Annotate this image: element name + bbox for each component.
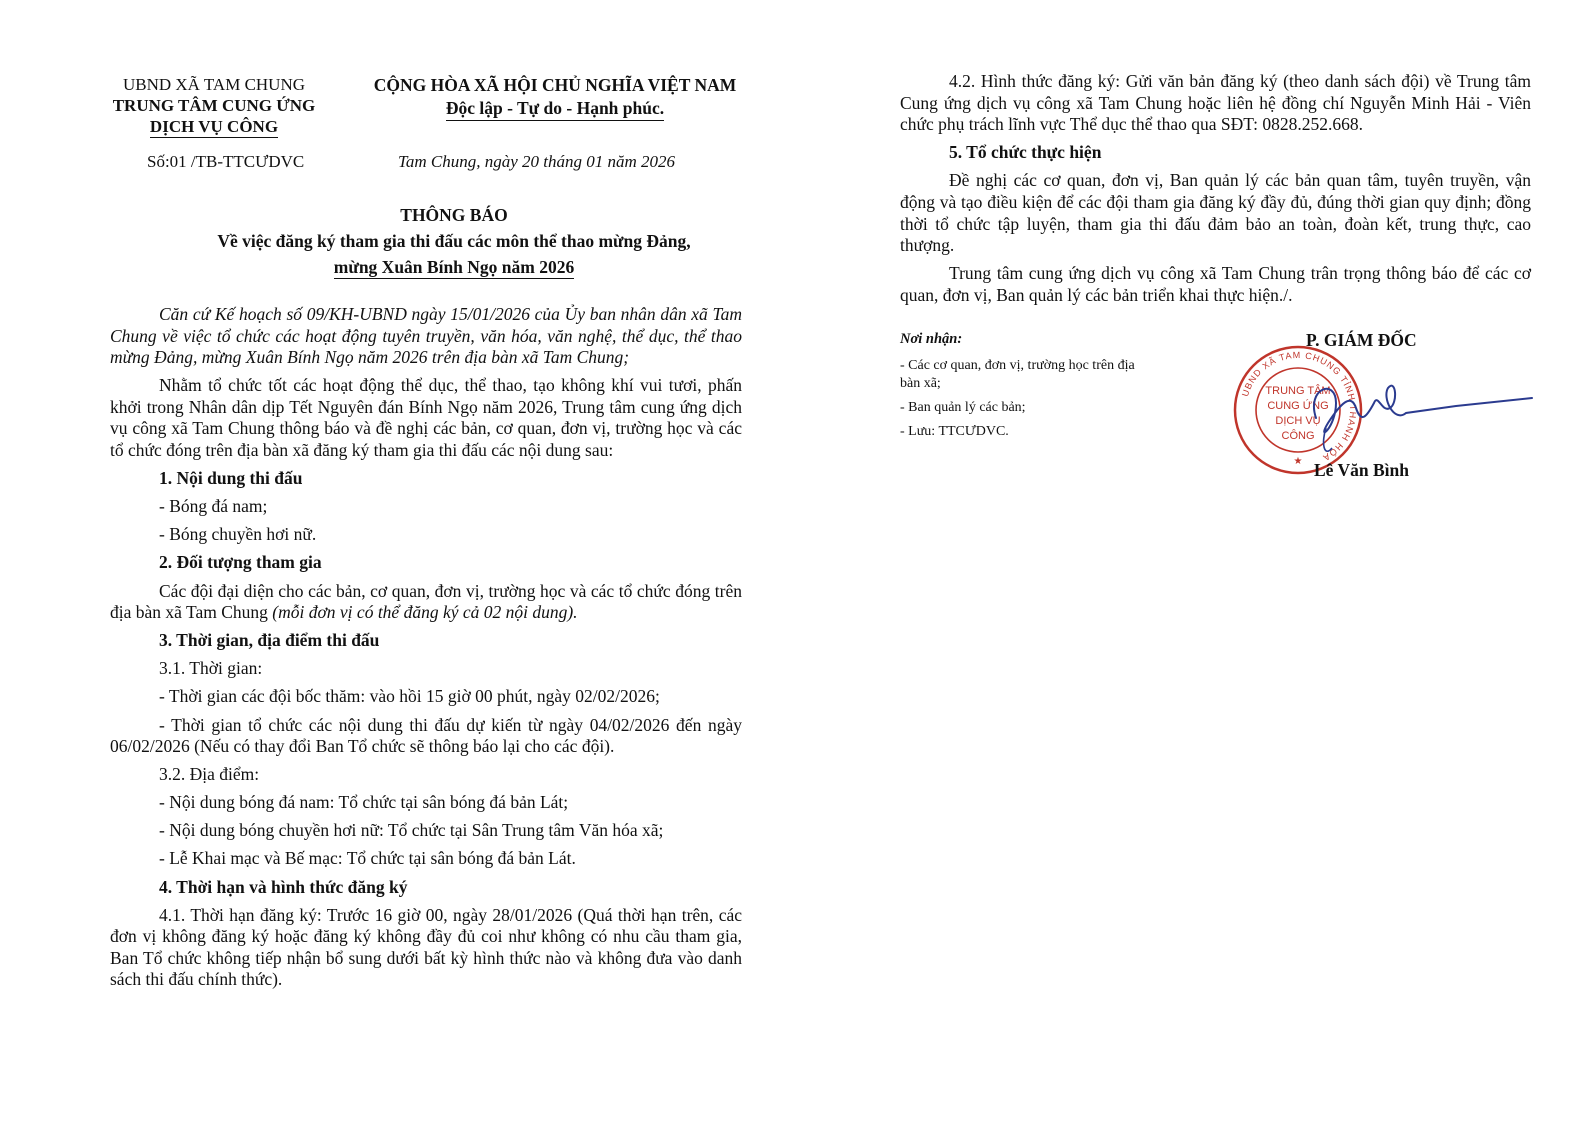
handwritten-signature bbox=[1266, 348, 1536, 458]
date-line: Tam Chung, ngày 20 tháng 01 năm 2026 bbox=[398, 152, 676, 171]
section-1-heading: 1. Nội dung thi đấu bbox=[159, 468, 303, 489]
legal-basis: Căn cứ Kế hoạch số 09/KH-UBND ngày 15/01/2026 của Ủy ban nhân dân xã Tam Chung về việc tổ chức các hoạt động tuyên truyền, văn hóa, văn nghệ, thể dục, thể thao mừng Đảng, mừng Xuân Bính Ngọ năm 2026 trên địa bàn xã Tam Chung; bbox=[110, 304, 742, 368]
section-2-heading: 2. Đối tượng tham gia bbox=[159, 552, 322, 573]
org-line-2: TRUNG TÂM CUNG ỨNG bbox=[112, 96, 316, 115]
document-title bbox=[110, 202, 798, 280]
seal-line-4: CÔNG bbox=[1281, 430, 1315, 442]
title-sub-2: mừng Xuân Bính Ngọ năm 2026 bbox=[333, 257, 575, 277]
seal-star-icon: ★ bbox=[1293, 456, 1303, 467]
subsection-3-1: 3.1. Thời gian: bbox=[159, 658, 263, 679]
title-sub-1: Về việc đăng ký tham gia thi đấu các môn thể thao mừng Đảng, bbox=[217, 231, 691, 251]
section-2-text-note: (mỗi đơn vị có thể đăng ký cả 02 nội dung). bbox=[272, 602, 578, 623]
signer-name: Lê Văn Bình bbox=[1314, 460, 1409, 480]
list-item: - Nội dung bóng chuyền hơi nữ: Tổ chức tại Sân Trung tâm Văn hóa xã; bbox=[159, 820, 664, 841]
recipients-block bbox=[900, 330, 1146, 447]
section-5-heading: 5. Tổ chức thực hiện bbox=[949, 142, 1102, 163]
seal-line-2: CUNG ỨNG bbox=[1267, 400, 1329, 412]
org-line-1: UBND XÃ TAM CHUNG bbox=[122, 75, 306, 94]
recipient-item: - Các cơ quan, đơn vị, trường học trên địa bàn xã; bbox=[900, 358, 1135, 391]
section-2-text-main: Các đội đại diện cho các bản, cơ quan, đơn vị, trường học và các tổ chức đóng trên địa bàn xã Tam Chung bbox=[110, 580, 742, 623]
page-left bbox=[0, 0, 780, 1142]
recipient-item: - Ban quản lý các bản; bbox=[900, 400, 1026, 415]
list-item: - Thời gian các đội bốc thăm: vào hồi 15 giờ 00 phút, ngày 02/02/2026; bbox=[159, 686, 660, 707]
section-5-text: Đề nghị các cơ quan, đơn vị, Ban quản lý các bản quan tâm, tuyên truyền, vận động và tạo điều kiện để các đội tham gia đăng ký đầy đủ, đúng thời gian quy định; đồng thời tổ chức tập luyện, tham gia thi đấu đảm bảo an toàn, đoàn kết, trung thực, cao thượng. bbox=[900, 170, 1531, 256]
recipients-label: Nơi nhận: bbox=[900, 331, 963, 347]
list-item: - Nội dung bóng đá nam: Tổ chức tại sân bóng đá bản Lát; bbox=[159, 792, 569, 813]
seal-line-3: DỊCH VỤ bbox=[1275, 415, 1321, 427]
section-4-heading: 4. Thời hạn và hình thức đăng ký bbox=[159, 876, 408, 897]
subsection-4-1: 4.1. Thời hạn đăng ký: Trước 16 giờ 00, ngày 28/01/2026 (Quá thời hạn trên, các đơn vị không đăng ký hoặc đăng ký không đầy đủ coi như không có nhu cầu tham gia, Ban Tổ chức không tiếp nhận bổ sung dưới bất kỳ hình thức nào và không đưa vào danh sách thi đấu chính thức). bbox=[110, 904, 742, 990]
seal-line-1: TRUNG TÂM bbox=[1265, 385, 1331, 397]
list-item: - Bóng chuyền hơi nữ. bbox=[159, 524, 317, 545]
title-main: THÔNG BÁO bbox=[400, 205, 508, 225]
list-item: - Thời gian tổ chức các nội dung thi đấu dự kiến từ ngày 04/02/2026 đến ngày 06/02/2026 (Nếu có thay đổi Ban Tổ chức sẽ thông báo lại cho các đội). bbox=[110, 714, 742, 757]
page-right bbox=[800, 0, 1591, 1142]
section-2-text bbox=[110, 581, 742, 624]
seal-outer-text: UBND XÃ TAM CHUNG TỈNH THANH HÓA bbox=[1239, 349, 1359, 464]
closing-paragraph: Trung tâm cung ứng dịch vụ công xã Tam Chung trân trọng thông báo để các cơ quan, đơn vị, Ban quản lý các bản triển khai thực hiện./. bbox=[900, 263, 1531, 305]
document-body-right bbox=[900, 71, 1531, 313]
signature-block bbox=[1236, 330, 1536, 510]
issuing-organization bbox=[97, 74, 331, 137]
motto: Độc lập - Tự do - Hạnh phúc. bbox=[446, 97, 664, 121]
list-item: - Bóng đá nam; bbox=[159, 496, 268, 517]
country-name: CỘNG HÒA XÃ HỘI CHỦ NGHĨA VIỆT NAM bbox=[373, 75, 737, 95]
recipient-item: - Lưu: TTCƯDVC. bbox=[900, 424, 1009, 439]
subsection-3-2: 3.2. Địa điểm: bbox=[159, 764, 260, 785]
org-line-3: DỊCH VỤ CÔNG bbox=[149, 117, 279, 136]
section-3-heading: 3. Thời gian, địa điểm thi đấu bbox=[159, 630, 380, 651]
intro-paragraph: Nhằm tổ chức tốt các hoạt động thể dục, thể thao, tạo không khí vui tươi, phấn khởi trong Nhân dân dịp Tết Nguyên đán Bính Ngọ năm 2026, Trung tâm cung ứng dịch vụ công xã Tam Chung thông báo và đề nghị các bản, cơ quan, đơn vị, trường học và các tổ chức đóng trên địa bàn xã đăng ký tham gia thi đấu các nội dung sau: bbox=[110, 375, 742, 461]
national-header bbox=[368, 74, 742, 121]
subsection-4-2: 4.2. Hình thức đăng ký: Gửi văn bản đăng ký (theo danh sách đội) về Trung tâm Cung ứng dịch vụ công xã Tam Chung hoặc liên hệ đồng chí Nguyễn Minh Hải - Viên chức phụ trách lĩnh vực Thể dục thể thao qua SĐT: 0828.252.668. bbox=[900, 71, 1531, 135]
document-body-left bbox=[110, 304, 742, 998]
document-number: Số:01 /TB-TTCƯDVC bbox=[147, 152, 305, 171]
signer-role: P. GIÁM ĐỐC bbox=[1306, 330, 1417, 350]
list-item: - Lễ Khai mạc và Bế mạc: Tổ chức tại sân bóng đá bản Lát. bbox=[159, 848, 576, 869]
